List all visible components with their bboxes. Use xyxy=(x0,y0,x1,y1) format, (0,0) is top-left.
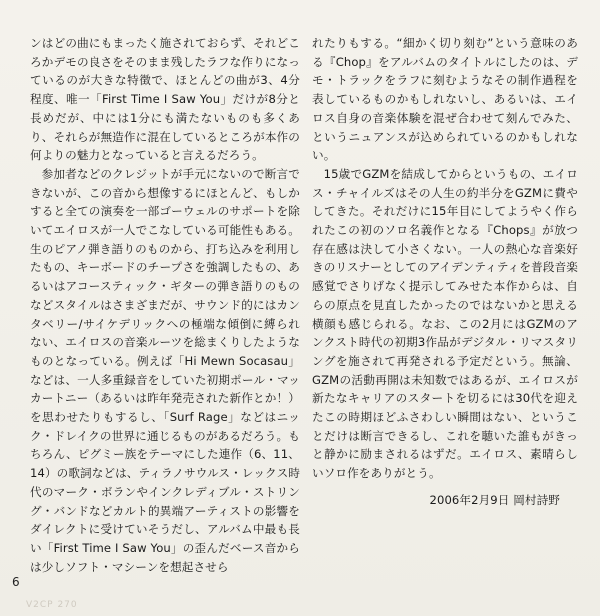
right-paragraph-2: 15歳でGZMを結成してからというもの、エイロス・チャイルズはその人生の約半分をGZMに費やしてきた。それだけに15年目にしてようやく作られたこの初のソロ名義作となる『Chops』が放つ存在感は決して小さくない。一人の熱心な音楽好きのリスナーとしてのアイデンティティを普段音楽感覚でさりげなく提示してみせた本作からは、自らの原点を見直したかったのではないかと思える横顔も感じられる。なお、この2月にはGZMのアンクスト時代の初期3作品がデジタル・リマスタリングを施されて再発される予定だという。無論、GZMの活動再開は未知数ではあるが、エイロスが新たなキャリアのスタートを切るには30代を迎えたこの時期ほどふさわしい瞬間はない、ということだけは断言できるし、これを聴いた誰もがきっと静かに励まされるはずだ。エイロス、素晴らしいソロ作をありがとう。 xyxy=(312,166,578,481)
page-number: 6 xyxy=(12,575,20,589)
right-paragraph-1: れたりもする。“細かく切り刻む”という意味のある『Chop』をアルバムのタイトルにしたのは、デモ・トラックをラフに刻むようなその制作過程を表しているものかもしれないし、あるいは、エイロス自身の音楽体験を混ぜ合わせて刻んでみた、というニュアンスが込められているのかもしれない。 xyxy=(312,36,578,163)
left-text-column xyxy=(30,34,300,576)
date-author-signature: 2006年2月9日 岡村詩野 xyxy=(429,492,560,507)
left-paragraph-2: 参加者などのクレジットが手元にないので断言できないが、この音から想像するにほとんど、もしかすると全ての演奏を一部ゴーウェルのサポートを除いてエイロスが一人でこなしている可能性もある。生のピアノ弾き語りのものから、打ち込みを利用したもの、キーボードのチープさを強調したもの、あるいはアコースティック・ギターの弾き語りのものなどスタイルはさまざまだが、サウンド的にはカンタベリー/サイケデリックへの極端な傾倒に縛られない、エイロスの音楽ルーツを総まくりしたようなものとなっている。例えば「Hi Mewn Socasau」などは、一人多重録音をしていた初期ポール・マッカートニー（あるいは昨年発売された新作とか！）を思わせたりもするし、「Surf Rage」などはニック・ドレイクの世界に通じるものがあるだろう。もちろん、ピグミー族をテーマにした連作（6、11、14）の歌詞などは、ティラノサウルス・レックス時代のマーク・ボランやインクレディブル・ストリング・バンドなどカルト的異端アーティストの影響をダイレクトに受けていそうだし、アルバム中最も長い「First Time I Saw You」の歪んだベース音からは少しソフト・マシーンを想起させら xyxy=(30,166,301,574)
left-paragraph-1: ンはどの曲にもまったく施されておらず、それどころかデモの良さをそのまま残したラフな作りになっているのが大きな特徴で、ほとんどの曲が3、4分程度、唯一「First Time I Saw You」だけが8分と長めだが、中には1分にも満たないものも多くあり、それらが無造作に混在しているところが本作の何よりの魅力となっていると言えるだろう。 xyxy=(30,36,300,163)
right-text-column xyxy=(312,34,578,510)
catalog-number: V2CP 270 xyxy=(26,600,78,610)
